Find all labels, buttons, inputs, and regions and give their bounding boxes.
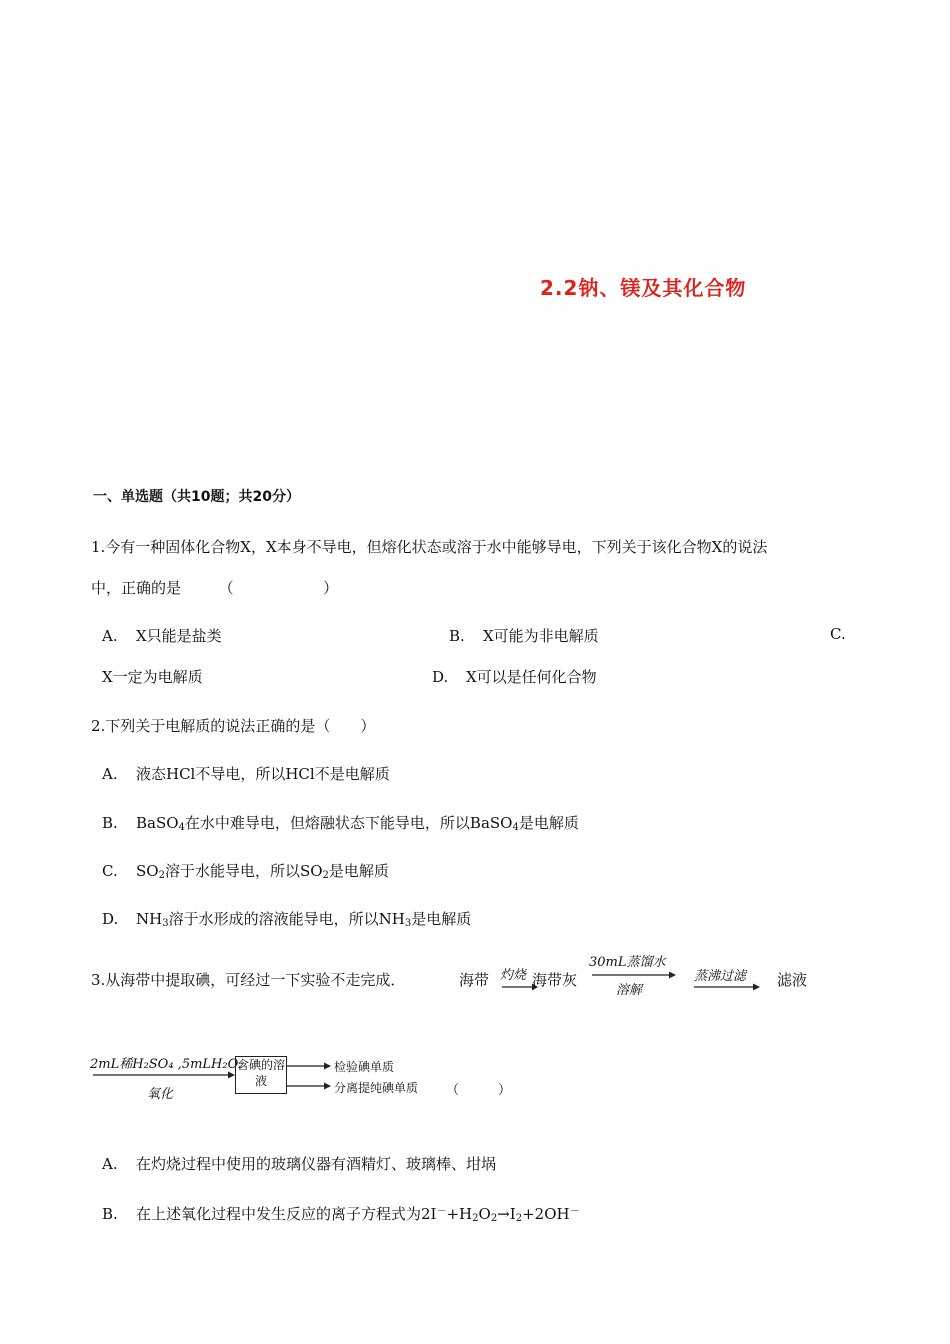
- flow-branch-arrows: [287, 1060, 331, 1094]
- option-text: +2OH: [522, 1205, 570, 1223]
- flow-arrow3-label: 蒸沸过滤: [694, 969, 747, 984]
- q1-option-b[interactable]: [449, 625, 599, 646]
- option-text: BaSO: [136, 814, 179, 832]
- flow-output-separate: 分离提纯碘单质: [334, 1081, 419, 1095]
- q2-stem: 2.下列关于电解质的说法正确的是（ ）: [91, 717, 376, 735]
- option-label: B.: [102, 1205, 118, 1223]
- q2-option-a[interactable]: [102, 763, 390, 784]
- q2-option-d[interactable]: [102, 908, 471, 929]
- flow-box-iodine-solution: 含碘的溶液: [235, 1056, 287, 1094]
- option-text: 在灼烧过程中使用的玻璃仪器有酒精灯、玻璃棒、坩埚: [136, 1155, 497, 1173]
- option-text: I: [509, 1205, 516, 1223]
- q1-stem-text: 中，正确的是: [91, 579, 182, 597]
- subscript: 2: [158, 870, 165, 881]
- subscript: 2: [515, 1213, 523, 1224]
- flow-arrow4-top: 2mL稀H₂SO₄ ,5mLH₂O₂: [90, 1057, 244, 1072]
- subscript: 2: [472, 1213, 479, 1224]
- option-label: C.: [102, 862, 118, 880]
- section-heading: 一、单选题（共10题；共20分）: [93, 489, 300, 505]
- option-text: 是电解质: [518, 814, 579, 832]
- flow-step-filtrate: 滤液: [777, 971, 808, 989]
- option-text: +H: [446, 1205, 473, 1223]
- option-label: D.: [432, 668, 449, 686]
- flow-arrow4: [93, 1070, 235, 1080]
- option-label: A.: [102, 765, 118, 783]
- superscript: －: [569, 1206, 580, 1217]
- option-text: 溶于水能导电，所以SO: [164, 862, 323, 880]
- q1-stem-line1: 1.今有一种固体化合物X，X本身不导电，但熔化状态或溶于水中能够导电，下列关于该化合物X的说法: [91, 538, 768, 556]
- option-label: B.: [449, 627, 465, 645]
- option-text: 溶于水形成的溶液能导电，所以NH: [168, 910, 405, 928]
- q1-paren-open: （: [218, 579, 234, 597]
- q3-stem: 3.从海带中提取碘，可经过一下实验不走完成．: [91, 971, 406, 989]
- subscript: 4: [512, 822, 519, 833]
- option-text: X可以是任何化合物: [466, 668, 597, 686]
- option-label: D.: [102, 910, 119, 928]
- subscript: 2: [490, 1213, 498, 1224]
- flow-arrow3: [694, 982, 760, 992]
- subscript: 3: [404, 918, 412, 929]
- q1-option-c-text[interactable]: X一定为电解质: [102, 668, 203, 686]
- option-label: B.: [102, 814, 118, 832]
- q1-option-d[interactable]: [432, 666, 597, 687]
- flow-arrow1-label: 灼烧: [500, 968, 527, 983]
- flow-arrow2-bottom: 溶解: [616, 983, 643, 998]
- subscript: 4: [178, 822, 185, 833]
- option-label: A.: [102, 1155, 118, 1173]
- flow-arrow4-bottom: 氧化: [147, 1087, 174, 1102]
- q3-answer-paren: （ ）: [446, 1083, 512, 1098]
- flow-output-detect: 检验碘单质: [334, 1060, 395, 1074]
- option-text: SO: [136, 862, 159, 880]
- option-text: NH: [136, 910, 163, 928]
- subscript: 3: [162, 918, 169, 929]
- superscript: －: [436, 1206, 447, 1217]
- q1-stem-line2: [91, 577, 338, 598]
- flow-arrow2-top: 30mL蒸馏水: [589, 955, 666, 970]
- q1-paren-close: ）: [323, 579, 339, 597]
- subscript: 2: [322, 870, 329, 881]
- q1-option-a[interactable]: [102, 625, 222, 646]
- q2-option-b[interactable]: [102, 812, 579, 833]
- option-text: 是电解质: [411, 910, 472, 928]
- option-label: A.: [102, 627, 118, 645]
- flow-step-seaweed: 海带: [459, 971, 490, 989]
- page-title: 2.2钠、镁及其化合物: [540, 276, 747, 300]
- option-text: X只能是盐类: [136, 627, 222, 645]
- reaction-arrow: →: [497, 1205, 510, 1223]
- option-text: 液态HCl不导电，所以HCl不是电解质: [136, 765, 390, 783]
- option-text: X可能为非电解质: [483, 627, 599, 645]
- option-text: 是电解质: [328, 862, 389, 880]
- q3-option-b[interactable]: [102, 1202, 580, 1224]
- q1-option-c-label[interactable]: C.: [830, 625, 846, 643]
- option-text: 在水中难导电，但熔融状态下能导电，所以BaSO: [184, 814, 513, 832]
- option-text: 在上述氧化过程中发生反应的离子方程式为2I: [136, 1205, 437, 1223]
- flow-step-ash: 海带灰: [532, 971, 578, 989]
- q3-option-a[interactable]: [102, 1153, 496, 1174]
- option-text: O: [478, 1205, 491, 1223]
- q2-option-c[interactable]: [102, 860, 389, 881]
